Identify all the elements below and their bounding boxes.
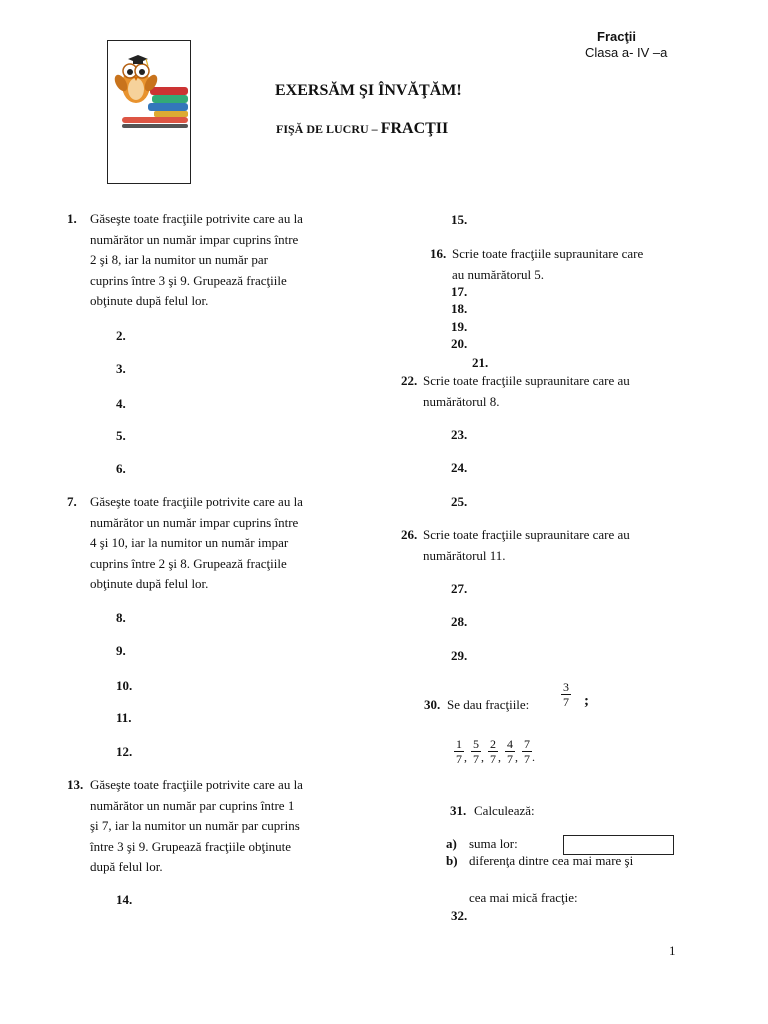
ex1-line: 2 şi 8, iar la numitor un număr par [90, 252, 268, 267]
ex26-line: Scrie toate fracţiile supraunitare care au [423, 527, 630, 542]
ex1-line: obţinute după felul lor. [90, 293, 209, 308]
item-number: 6. [116, 461, 126, 476]
item-number: 23. [451, 427, 468, 442]
ex26-number: 26. [401, 527, 418, 542]
fraction-denominator: 7 [473, 752, 479, 766]
item-number: 20. [451, 335, 468, 351]
owl-illustration [108, 41, 190, 141]
ex13-line: Găseşte toate fracţiile potrivite care au la [90, 777, 303, 792]
item-number: 15. [451, 212, 468, 227]
ex13-text [90, 775, 303, 878]
fraction-denominator: 7 [456, 752, 462, 766]
fraction-denominator: 7 [563, 695, 569, 709]
fraction-list [454, 737, 535, 766]
item-number: 2. [116, 328, 126, 343]
item-number: 8. [116, 610, 126, 625]
ex16-answer-list [451, 283, 467, 352]
ex31-number: 31. [450, 803, 467, 818]
item-a-label: a) [446, 836, 457, 851]
item-number: 3. [116, 361, 126, 376]
ex1-line: numărător un număr impar cuprins între [90, 231, 299, 247]
fraction [454, 737, 464, 766]
ex13-number: 13. [67, 777, 84, 792]
fraction-numerator: 7 [524, 737, 530, 751]
ex13-line: numărător un număr par cuprins între 1 [90, 797, 295, 813]
fraction [522, 737, 532, 766]
ex16-line: Scrie toate fracţiile supraunitare care [452, 246, 644, 261]
ex22-line: Scrie toate fracţiile supraunitare care au [423, 373, 630, 388]
item-number: 25. [451, 494, 468, 509]
ex7-number: 7. [67, 494, 77, 509]
item-number: 19. [451, 318, 468, 334]
owl-illustration-frame [107, 40, 191, 184]
fraction-numerator: 1 [456, 737, 462, 751]
subtitle-emph: FRACŢII [380, 120, 449, 137]
page-subtitle [276, 120, 448, 138]
header-subject: Fracţii [597, 29, 637, 44]
ex26-line: numărătorul 11. [423, 547, 506, 563]
item-b-text-cont: cea mai mică fracţie: [469, 890, 578, 905]
ex22-line: numărătorul 8. [423, 393, 500, 409]
item-number: 18. [451, 301, 468, 317]
ex31-text: Calculează: [474, 803, 535, 818]
ex16-line: au numărătorul 5. [452, 266, 545, 282]
fraction-numerator: 4 [507, 737, 513, 751]
item-number: 14. [116, 892, 133, 907]
item-b-label: b) [446, 853, 458, 868]
ex7-line: 4 şi 10, iar la numitor un număr impar [90, 535, 289, 550]
item-number: 27. [451, 581, 468, 596]
ex7-line: cuprins între 2 şi 8. Grupează fracţiile [90, 555, 287, 571]
item-number: 11. [116, 710, 132, 725]
item-number: 29. [451, 648, 468, 663]
ex30-number: 30. [424, 697, 441, 712]
fraction-numerator: 3 [563, 680, 569, 694]
ex7-text [90, 492, 303, 595]
fraction [505, 737, 515, 766]
ex1-line: cuprins între 3 şi 9. Grupează fracţiile [90, 272, 287, 288]
item-number: 17. [451, 284, 468, 299]
fraction-denominator: 7 [507, 752, 513, 766]
item-b-text: diferenţa dintre cea mai mare şi [469, 853, 634, 868]
ex22-number: 22. [401, 373, 418, 388]
fraction [561, 680, 571, 709]
fraction-numerator: 2 [490, 737, 496, 751]
ex1-text [90, 209, 303, 312]
ex7-line: Găseşte toate fracţiile potrivite care au la [90, 494, 303, 509]
item-a-text: suma lor: [469, 836, 518, 851]
ex7-line: numărător un număr impar cuprins între [90, 514, 299, 530]
fraction-separator: . [532, 750, 535, 765]
item-number: 24. [451, 460, 468, 475]
ex16-text [452, 244, 643, 285]
ex7-line: obţinute după felul lor. [90, 576, 209, 591]
fraction-denominator: 7 [490, 752, 496, 766]
page-title: EXERSĂM ŞI ÎNVĂŢĂM! [275, 82, 462, 99]
item-number: 32. [451, 908, 468, 923]
item-number: 21. [472, 355, 489, 370]
fraction [471, 737, 481, 766]
item-number: 5. [116, 428, 126, 443]
subtitle-prefix: FIŞĂ DE LUCRU – [276, 122, 378, 136]
header-grade: Clasa a- IV –a [585, 45, 668, 60]
item-number: 12. [116, 744, 133, 759]
fraction-separator: , [481, 750, 484, 765]
ex1-number: 1. [67, 211, 77, 226]
ex30-text: Se dau fracţiile: [447, 697, 530, 712]
page-number: 1 [669, 943, 676, 958]
ex26-text [423, 525, 630, 566]
item-number: 4. [116, 396, 126, 411]
item-number: 10. [116, 678, 133, 693]
ex30-fraction [561, 680, 571, 709]
ex30-semicolon: ; [584, 693, 589, 709]
fraction [488, 737, 498, 766]
ex13-line: după felul lor. [90, 859, 163, 874]
ex22-text [423, 371, 630, 412]
ex16-number: 16. [430, 246, 447, 261]
fraction-separator: , [515, 750, 518, 765]
item-number: 28. [451, 614, 468, 629]
ex1-line: Găseşte toate fracţiile potrivite care au la [90, 211, 303, 226]
ex13-line: între 3 şi 9. Grupează fracţiile obţinute [90, 838, 292, 854]
fraction-separator: , [464, 750, 467, 765]
fraction-denominator: 7 [524, 752, 530, 766]
fraction-numerator: 5 [473, 737, 479, 751]
fraction-separator: , [498, 750, 501, 765]
item-number: 9. [116, 643, 126, 658]
ex13-line: şi 7, iar la numitor un număr par cuprins [90, 818, 300, 833]
